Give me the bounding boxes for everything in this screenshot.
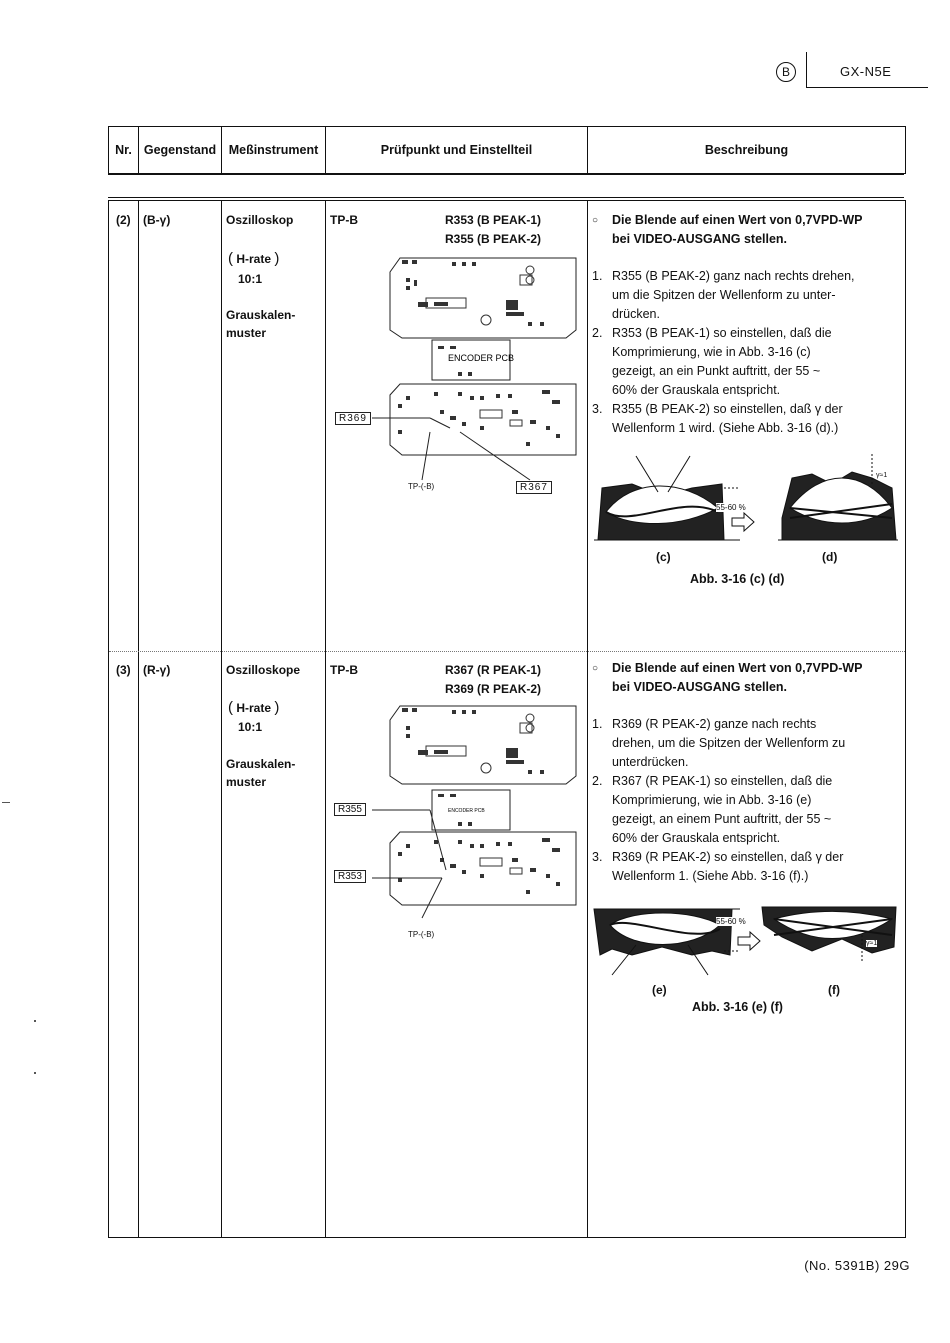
figure-label-right: (f) [828, 983, 840, 997]
instruction-line: bei VIDEO-AUSGANG stellen. [612, 680, 788, 694]
hrate-bracket: ( H-rate ) [228, 699, 280, 716]
tp-label: TP-(-B) [408, 482, 435, 491]
step-line: drücken. [612, 307, 660, 321]
figure-percentage: 55-60 % [716, 503, 746, 512]
model-number: GX-N5E [840, 64, 892, 79]
waveform-figure [592, 448, 898, 548]
margin-mark [34, 1072, 36, 1074]
step-line: 60% der Grauskala entspricht. [612, 383, 781, 397]
component-label: R353 [334, 870, 366, 883]
col-beschreibung: Beschreibung [704, 143, 789, 157]
step-line: R369 (R PEAK-2) so einstellen, daß γ der [612, 850, 844, 864]
col-divider [325, 201, 326, 1237]
figure-gamma: γ≈1 [876, 472, 888, 479]
step-line: 60% der Grauskala entspricht. [612, 831, 781, 845]
row-nr: (2) [116, 213, 131, 227]
pattern-line-1: Grauskalen- [226, 308, 296, 322]
svg-text:ENCODER PCB: ENCODER PCB [448, 808, 485, 814]
step-line: gezeigt, an ein Punkt auftritt, der 55 ~ [612, 364, 821, 378]
body-top-rule [108, 197, 904, 198]
step-line: Wellenform 1 wird. (Siehe Abb. 3-16 (d).) [612, 421, 839, 435]
pcb-diagram [330, 700, 580, 940]
figure-percentage: 55-60 % [716, 917, 746, 926]
hrate-ratio: 10:1 [238, 272, 263, 286]
step-line: R367 (R PEAK-1) so einstellen, daß die [612, 774, 833, 788]
table-header [108, 126, 906, 174]
header-divider [806, 52, 807, 88]
test-point: TP-B [330, 663, 358, 677]
col-divider [138, 201, 139, 1237]
adjust-2: R355 (B PEAK-2) [445, 232, 542, 246]
figure-label-left: (c) [656, 550, 671, 564]
col-messinstrument: Meßinstrument [222, 127, 326, 173]
component-label: R367 [516, 481, 552, 494]
step-number: 2. [592, 326, 603, 340]
description: ○ Die Blende auf einen Wert von 0,7VPD-WP bei VIDEO-AUSGANG stellen. 1. R355 (B PEAK-2) ganz nach rechts drehen, um die Spitzen der Wellenform zu unter- drücken. 2. R353 (B PEAK-1) so einstellen, daß die Komprimierung, wie in Abb. 3-16 (c) gezeigt, an ein Punkt auftritt, der 55 ~ 60% der Grauskala entspricht. 3. R355 (B PEAK-2) so einstellen, daß γ der Wellenform 1 wird. (Siehe Abb. 3-16 (d).) [592, 213, 863, 435]
figure-caption: Abb. 3-16 (e) (f) [692, 1000, 783, 1014]
adjust-1: R353 (B PEAK-1) [445, 213, 542, 227]
step-number: 1. [592, 269, 603, 283]
pattern-line-2: muster [226, 775, 267, 789]
instrument: Oszilloskop [226, 213, 294, 227]
col-divider [587, 201, 588, 1237]
step-line: R355 (B PEAK-2) ganz nach rechts drehen, [612, 269, 855, 283]
header-underline [806, 87, 928, 88]
hrate-label: H-rate [236, 701, 272, 715]
step-line: Komprimierung, wie in Abb. 3-16 (e) [612, 793, 812, 807]
margin-mark [34, 1020, 36, 1022]
hrate-bracket: ( H-rate ) [228, 250, 280, 267]
pattern-line-2: muster [226, 326, 267, 340]
row-gegenstand: (B-γ) [143, 213, 171, 227]
adjust-1: R367 (R PEAK-1) [445, 663, 542, 677]
description: ○ Die Blende auf einen Wert von 0,7VPD-WP bei VIDEO-AUSGANG stellen. 1. R369 (R PEAK-2) ganze nach rechts drehen, um die Spitzen der Wellenform zu unterdrücken. 2. R367 (R PEAK-1) so einstellen, daß die Komprimierung, wie in Abb. 3-16 (e) gezeigt, an einem Punt auftritt, der 55 ~ 60% der Grauskala entspricht. 3. R369 (R PEAK-2) so einstellen, daß γ der Wellenform 1. (Siehe Abb. 3-16 (f).) [592, 661, 863, 883]
instruction-line: Die Blende auf einen Wert von 0,7VPD-WP [612, 213, 863, 227]
instrument: Oszilloskope [226, 663, 301, 677]
component-label: R369 [335, 412, 371, 425]
figure-label-right: (d) [822, 550, 838, 564]
header-rule [108, 174, 904, 175]
step-line: Komprimierung, wie in Abb. 3-16 (c) [612, 345, 811, 359]
tp-label: TP-(-B) [408, 930, 435, 939]
step-number: 3. [592, 850, 603, 864]
step-line: R355 (B PEAK-2) so einstellen, daß γ der [612, 402, 843, 416]
col-gegenstand: Gegenstand [139, 127, 222, 173]
test-point: TP-B [330, 213, 358, 227]
step-number: 3. [592, 402, 603, 416]
step-line: drehen, um die Spitzen der Wellenform zu [612, 736, 846, 750]
row-gegenstand: (R-γ) [143, 663, 171, 677]
step-line: gezeigt, an einem Punt auftritt, der 55 ~ [612, 812, 832, 826]
step-line: R369 (R PEAK-2) ganze nach rechts [612, 717, 817, 731]
pcb-diagram [330, 250, 580, 500]
component-label: R355 [334, 803, 366, 816]
instruction-line: Die Blende auf einen Wert von 0,7VPD-WP [612, 661, 863, 675]
svg-text:ENCODER PCB: ENCODER PCB [448, 353, 515, 363]
instruction-line: bei VIDEO-AUSGANG stellen. [612, 232, 788, 246]
col-pruefpunkt: Prüfpunkt und Einstellteil [326, 127, 588, 173]
hrate-ratio: 10:1 [238, 720, 263, 734]
hrate-label: H-rate [236, 252, 272, 266]
page-number: (No. 5391B) 29G [804, 1258, 910, 1273]
figure-label-left: (e) [652, 983, 667, 997]
margin-mark [2, 802, 10, 803]
col-divider [221, 201, 222, 1237]
step-number: 2. [592, 774, 603, 788]
adjust-2: R369 (R PEAK-2) [445, 682, 542, 696]
waveform-figure [592, 895, 898, 985]
step-line: um die Spitzen der Wellenform zu unter- [612, 288, 836, 302]
step-line: R353 (B PEAK-1) so einstellen, daß die [612, 326, 832, 340]
figure-gamma: γ≈1 [866, 940, 878, 947]
figure-caption: Abb. 3-16 (c) (d) [690, 572, 785, 586]
col-nr: Nr. [109, 127, 139, 173]
step-line: Wellenform 1. (Siehe Abb. 3-16 (f).) [612, 869, 809, 883]
step-number: 1. [592, 717, 603, 731]
pattern-line-1: Grauskalen- [226, 757, 296, 771]
row-separator [109, 651, 905, 652]
region-mark: B [776, 62, 796, 82]
row-nr: (3) [116, 663, 131, 677]
step-line: unterdrücken. [612, 755, 689, 769]
